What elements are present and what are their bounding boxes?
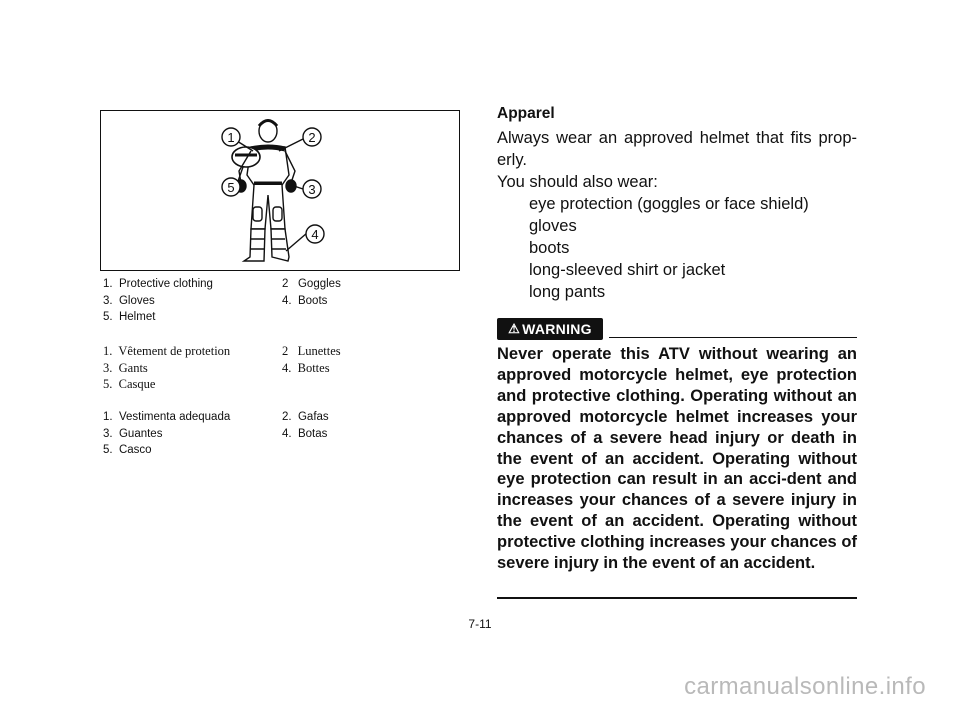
caption-item: 2. Gafas	[282, 411, 329, 423]
page-number: 7-11	[468, 617, 492, 631]
caption-item: 4. Botas	[282, 427, 328, 440]
callout-5: 5	[227, 180, 235, 195]
callout-4: 4	[311, 227, 319, 242]
callout-3: 3	[308, 182, 316, 197]
caption-item: 3. Gants	[103, 360, 148, 375]
apparel-list-item: eye protection (goggles or face shield)	[529, 195, 809, 213]
caption-item: 5. Casco	[103, 444, 152, 456]
rider-right-boot	[271, 229, 289, 261]
warning-header-rule	[609, 337, 857, 338]
caption-item: 4. Bottes	[282, 360, 330, 375]
apparel-list-item: boots	[529, 239, 570, 257]
caption-item: 1. Vestimenta adequada	[103, 411, 231, 423]
apparel-intro: Always wear an approved helmet that fits prop-erly.	[497, 129, 857, 169]
warning-bottom-rule	[497, 597, 857, 599]
caption-item: 5. Casque	[103, 377, 156, 391]
caption-item: 1. Vêtement de protetion	[103, 344, 231, 358]
warning-text: Never operate this ATV without wearing an approved motorcycle helmet, eye protection and protective clothing. Operating without an approved motorcycle helmet increases your chances of a severe head injury or death in the event of an accident. Operating without eye protection can result in an acci-dent and increases your chances of a severe injury in the event of an accident. Operating without protective clothing increases your chances of severe injury in the event of an accident.	[497, 345, 857, 573]
caption-spanish	[103, 409, 329, 459]
warning-badge	[497, 318, 603, 340]
apparel-body	[497, 127, 857, 303]
warning-header	[497, 317, 857, 341]
caption-item: 1. Protective clothing	[103, 278, 213, 290]
caption-french	[103, 343, 341, 393]
caption-item: 4. Boots	[282, 294, 328, 307]
watermark: carmanualsonline.info	[684, 673, 926, 700]
apparel-lead: You should also wear:	[497, 173, 658, 191]
rider-illustration	[101, 111, 459, 270]
caption-item: 3. Guantes	[103, 427, 163, 440]
apparel-figure	[100, 110, 460, 271]
apparel-list-item: gloves	[529, 217, 577, 235]
apparel-list-item: long-sleeved shirt or jacket	[529, 261, 726, 279]
warning-triangle-icon: ⚠	[508, 321, 521, 336]
apparel-list-item: long pants	[529, 283, 606, 301]
callout-1: 1	[227, 130, 235, 145]
section-title: Apparel	[497, 105, 555, 122]
rider-helmet	[232, 147, 260, 167]
caption-item: 5. Helmet	[103, 311, 156, 323]
caption-item: 3. Gloves	[103, 294, 155, 307]
rider-left-boot	[244, 229, 265, 261]
caption-item: 2 Goggles	[282, 278, 341, 290]
warning-label: WARNING	[522, 321, 592, 337]
caption-english	[103, 276, 341, 326]
callout-2: 2	[308, 130, 316, 145]
caption-item: 2 Lunettes	[282, 344, 341, 358]
